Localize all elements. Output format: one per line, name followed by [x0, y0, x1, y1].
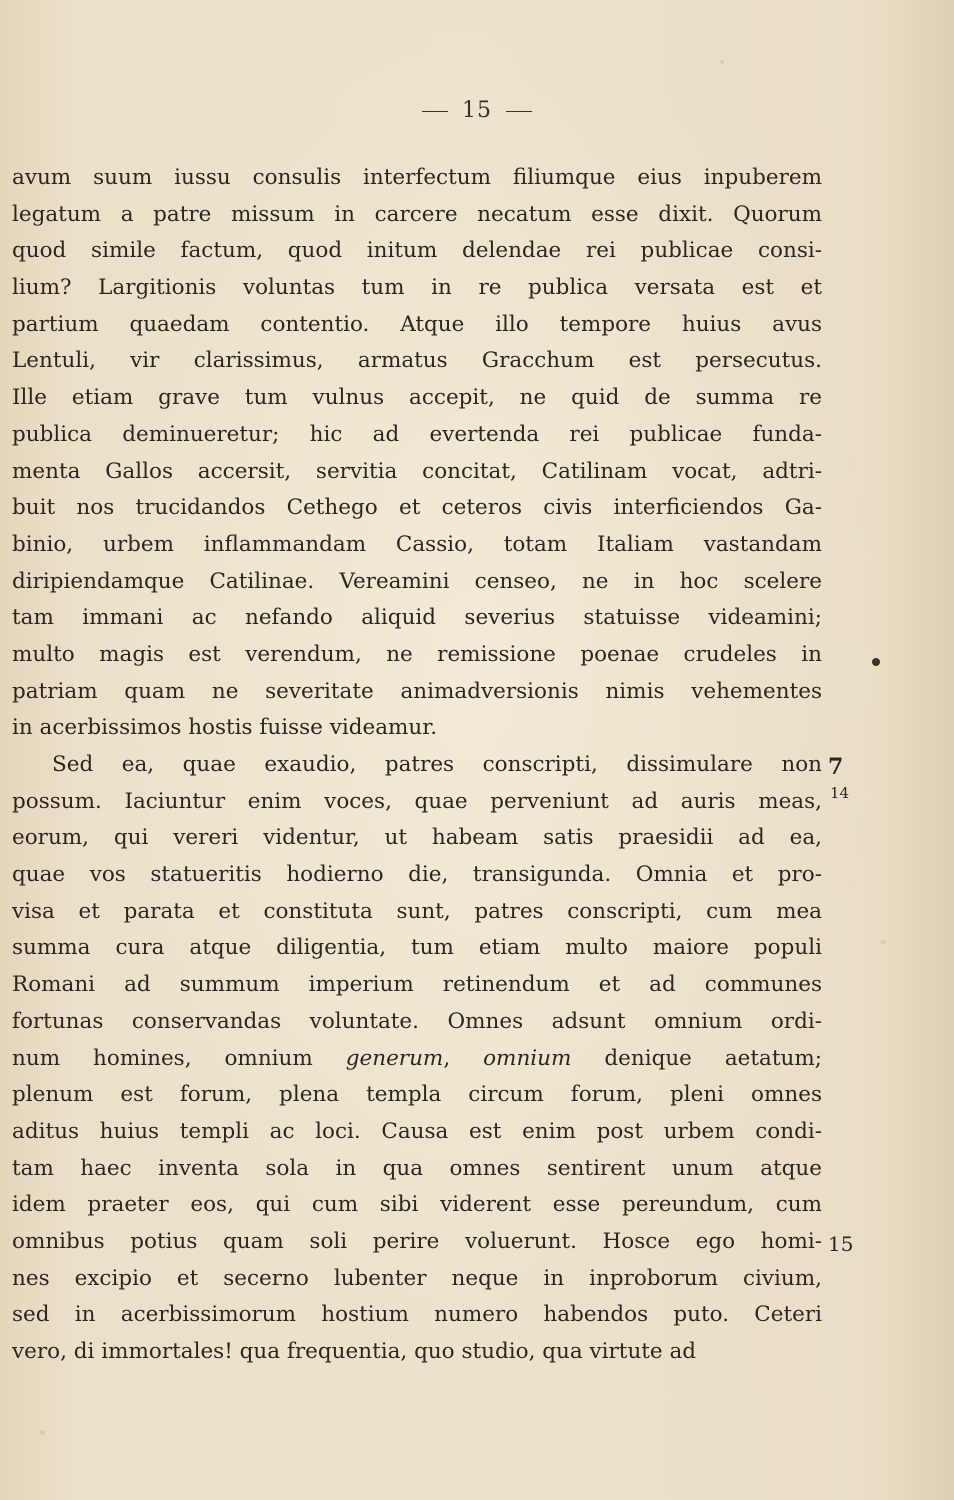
text-line: buit nos trucidandos Cethego et ceteros civis interficiendos Ga-	[12, 495, 822, 521]
margin-dot	[872, 658, 880, 666]
text-run: denique aetatum;	[571, 1045, 822, 1071]
page-number	[0, 98, 954, 123]
text-line: Romani ad summum imperium retinendum et ad communes	[12, 972, 822, 998]
text-line: aditus huius templi ac loci. Causa est enim post urbem condi-	[12, 1118, 822, 1144]
section-number: 15	[828, 1232, 854, 1256]
text-line: menta Gallos accersit, servitia concitat, Catilinam vocat, adtri-	[12, 458, 822, 484]
text-line: binio, urbem inflammandam Cassio, totam Italiam vastandam	[12, 531, 822, 557]
dash-left	[422, 111, 448, 112]
text-line: tam haec inventa sola in qua omnes sentirent unum atque	[12, 1155, 822, 1181]
text-line: patriam quam ne severitate animadversionis nimis vehementes	[12, 678, 822, 704]
text-line: summa cura atque diligentia, tum etiam multo maiore populi	[12, 935, 822, 961]
text-line: tam immani ac nefando aliquid severius statuisse videamini;	[12, 605, 822, 631]
text-line: sed in acerbissimorum hostium numero habendos puto. Ceteri	[12, 1302, 822, 1328]
text-line: idem praeter eos, qui cum sibi viderent esse pereundum, cum	[12, 1192, 822, 1218]
text-run: ,	[443, 1045, 484, 1071]
text-line: possum. Iaciuntur enim voces, quae perveniunt ad auris meas,	[12, 788, 822, 814]
text-line: publica deminueretur; hic ad evertenda rei publicae funda-	[12, 421, 822, 447]
text-line: diripiendamque Catilinae. Vereamini censeo, ne in hoc scelere	[12, 568, 822, 594]
text-line: legatum a patre missum in carcere necatum esse dixit. Quorum	[12, 201, 822, 227]
page-number-text: 15	[462, 98, 492, 123]
section-number: 14	[830, 784, 850, 802]
text-line: avum suum iussu consulis interfectum filiumque eius inpuberem	[12, 165, 822, 190]
text-line: multo magis est verendum, ne remissione poenae crudeles in	[12, 641, 822, 667]
text-line: vero, di immortales! qua frequentia, quo studio, qua virtute ad	[12, 1339, 697, 1364]
text-line: eorum, qui vereri videntur, ut habeam satis praesidii ad ea,	[12, 825, 822, 851]
text-line: partium quaedam contentio. Atque illo tempore huius avus	[12, 311, 822, 337]
text-line: lium? Largitionis voluntas tum in re publica versata est et	[12, 275, 822, 301]
italic-run: omnium	[483, 1045, 572, 1071]
text-run: num homines, omnium	[12, 1045, 346, 1071]
text-line: omnibus potius quam soli perire voluerunt. Hosce ego homi-	[12, 1228, 822, 1254]
text-line: visa et parata et constituta sunt, patres conscripti, cum mea	[12, 898, 822, 924]
dash-right	[506, 111, 532, 112]
text-line-italic-mix	[12, 1041, 822, 1078]
text-line: quae vos statueritis hodierno die, transigunda. Omnia et pro-	[12, 862, 822, 888]
text-line: quod simile factum, quod initum delendae rei publicae consi-	[12, 238, 822, 264]
paper-speck	[40, 1430, 45, 1435]
paper-speck	[880, 940, 886, 944]
text-line: Lentuli, vir clarissimus, armatus Gracchum est persecutus.	[12, 348, 822, 374]
italic-run: generum	[345, 1045, 444, 1071]
text-line: in acerbissimos hostis fuisse videamur.	[12, 715, 438, 741]
text-line: Sed ea, quae exaudio, patres conscripti, dissimulare non	[52, 752, 822, 777]
text-line: plenum est forum, plena templa circum forum, pleni omnes	[12, 1082, 822, 1108]
text-line: Ille etiam grave tum vulnus accepit, ne quid de summa re	[12, 385, 822, 411]
text-line: nes excipio et secerno lubenter neque in inproborum civium,	[12, 1265, 822, 1291]
chapter-number: 7	[828, 754, 844, 780]
text-line: fortunas conservandas voluntate. Omnes adsunt omnium ordi-	[12, 1008, 822, 1034]
body-text	[12, 160, 822, 1371]
paper-speck	[720, 60, 724, 64]
